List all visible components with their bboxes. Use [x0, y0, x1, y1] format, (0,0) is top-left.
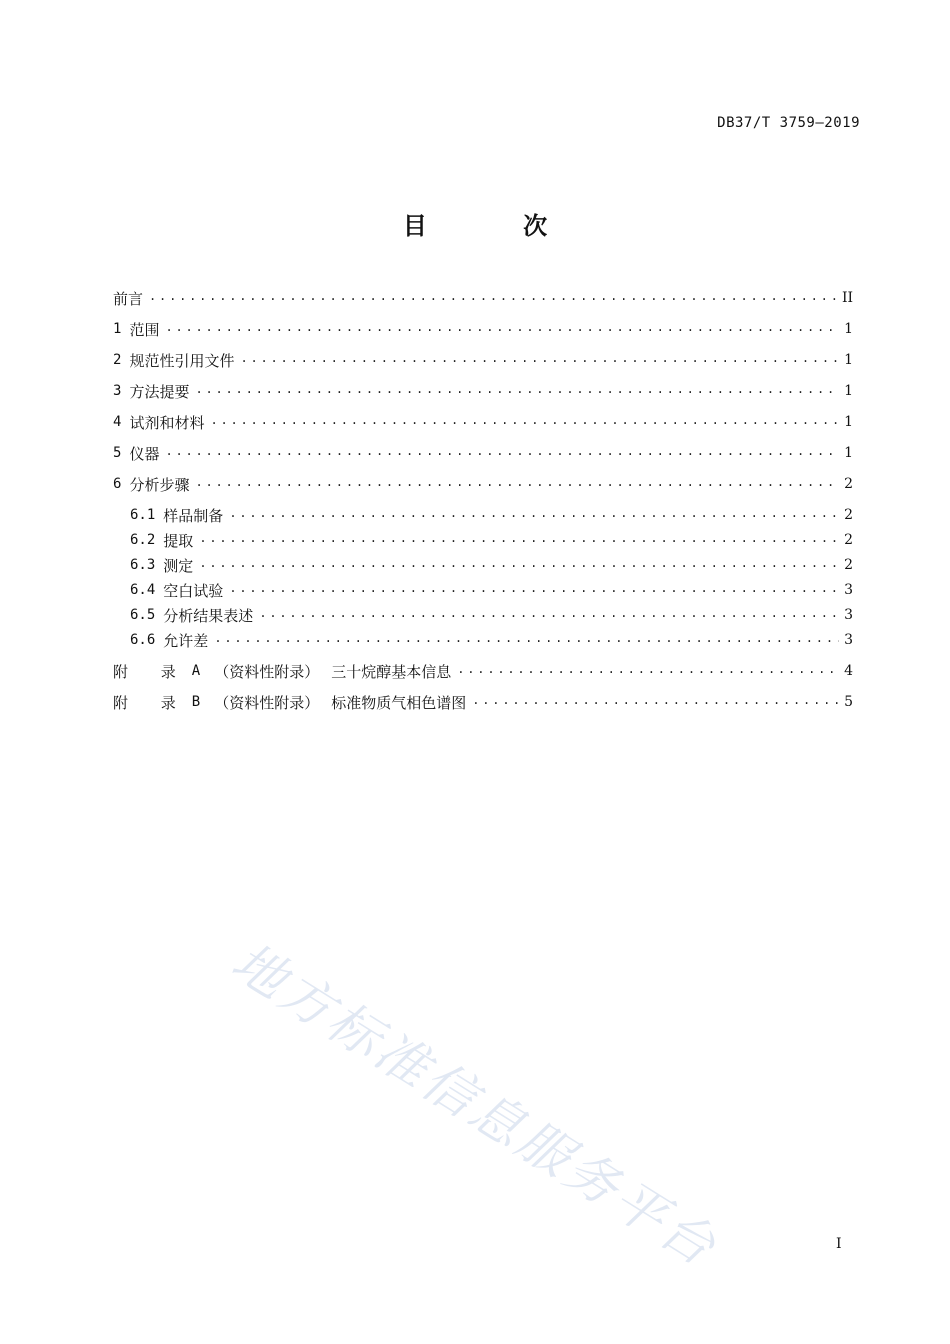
toc-entry-label: 允许差 — [163, 631, 209, 650]
toc-entry-method-summary[interactable] — [113, 380, 853, 402]
toc-entry-normative-references[interactable] — [113, 349, 853, 371]
toc-entry-label: 试剂和材料 — [129, 413, 205, 432]
toc-entry-page: 1 — [844, 321, 853, 337]
toc-entry-number: 6.1 — [130, 507, 156, 523]
toc-entry-tolerance[interactable] — [130, 629, 853, 651]
toc-entry-page: 2 — [844, 532, 853, 548]
toc-entry-page: 1 — [844, 352, 853, 368]
toc-entry-label: 测定 — [163, 556, 194, 575]
toc-entry-number: 6.6 — [130, 632, 156, 648]
dot-leader — [259, 606, 839, 620]
appendix-prefix: 附 录 — [113, 662, 190, 681]
dot-leader — [472, 693, 839, 707]
toc-entry-page: 1 — [844, 445, 853, 461]
toc-entry-number: 4 — [113, 414, 122, 430]
toc-entry-page: 4 — [844, 663, 853, 679]
toc-entry-number: 6.3 — [130, 557, 156, 573]
appendix-prefix: 附 录 — [113, 693, 190, 712]
toc-entry-appendix-a[interactable] — [113, 660, 853, 682]
toc-entry-number: 5 — [113, 445, 122, 461]
appendix-letter: B — [191, 694, 201, 710]
toc-entry-number: 6.2 — [130, 532, 156, 548]
dot-leader — [214, 631, 839, 645]
dot-leader — [165, 444, 839, 458]
toc-entry-label: 空白试验 — [163, 581, 224, 600]
toc-entry-page: 2 — [844, 507, 853, 523]
toc-entry-label: 前言 — [113, 289, 144, 308]
toc-entry-extraction[interactable] — [130, 529, 853, 551]
dot-leader — [229, 581, 839, 595]
toc-entry-number: 2 — [113, 352, 122, 368]
toc-entry-label: 提取 — [163, 531, 194, 550]
toc-entry-sample-preparation[interactable] — [130, 504, 853, 526]
toc-entry-page: II — [841, 290, 853, 306]
toc-entry-label: 规范性引用文件 — [129, 351, 235, 370]
toc-entry-page: 3 — [844, 632, 853, 648]
toc-entry-result-expression[interactable] — [130, 604, 853, 626]
toc-entry-label: 标准物质气相色谱图 — [331, 693, 467, 712]
toc-entry-number: 1 — [113, 321, 122, 337]
toc-entry-analysis-steps[interactable] — [113, 473, 853, 495]
toc-entry-page: 1 — [844, 383, 853, 399]
watermark: 地方标准信息服务平台 — [221, 931, 728, 1280]
toc-entry-number: 3 — [113, 383, 122, 399]
toc-entry-number: 6.4 — [130, 582, 156, 598]
toc-entry-instruments[interactable] — [113, 442, 853, 464]
toc-entry-number: 6.5 — [130, 607, 156, 623]
dot-leader — [165, 320, 839, 334]
toc-entry-label: 范围 — [129, 320, 160, 339]
dot-leader — [195, 475, 839, 489]
toc-entry-page: 3 — [844, 582, 853, 598]
toc-entry-page: 1 — [844, 414, 853, 430]
dot-leader — [229, 506, 839, 520]
toc-entry-label: 三十烷醇基本信息 — [331, 662, 452, 681]
toc-entry-label: 方法提要 — [129, 382, 190, 401]
dot-leader — [240, 351, 839, 365]
toc-entry-page: 2 — [844, 557, 853, 573]
dot-leader — [195, 382, 839, 396]
toc-entry-label: 分析步骤 — [129, 475, 190, 494]
appendix-letter: A — [191, 663, 201, 679]
toc-entry-page: 2 — [844, 476, 853, 492]
page-number: I — [836, 1236, 842, 1252]
dot-leader — [210, 413, 839, 427]
toc-entry-appendix-b[interactable] — [113, 691, 853, 713]
toc-entry-label: 仪器 — [129, 444, 160, 463]
toc-entry-number: 6 — [113, 476, 122, 492]
dot-leader — [457, 662, 839, 676]
appendix-type: （资料性附录） — [214, 693, 320, 712]
toc-entry-label: 样品制备 — [163, 506, 224, 525]
toc-entry-page: 5 — [844, 694, 853, 710]
document-code: DB37/T 3759—2019 — [717, 115, 860, 131]
toc-entry-page: 3 — [844, 607, 853, 623]
page-title: 目 次 — [402, 212, 592, 240]
dot-leader — [199, 531, 839, 545]
dot-leader — [149, 289, 838, 303]
toc-entry-reagents[interactable] — [113, 411, 853, 433]
appendix-type: （资料性附录） — [214, 662, 320, 681]
toc-entry-label: 分析结果表述 — [163, 606, 254, 625]
toc-entry-determination[interactable] — [130, 554, 853, 576]
toc-entry-blank-test[interactable] — [130, 579, 853, 601]
toc-entry-foreword[interactable] — [113, 287, 853, 309]
toc-entry-scope[interactable] — [113, 318, 853, 340]
dot-leader — [199, 556, 839, 570]
